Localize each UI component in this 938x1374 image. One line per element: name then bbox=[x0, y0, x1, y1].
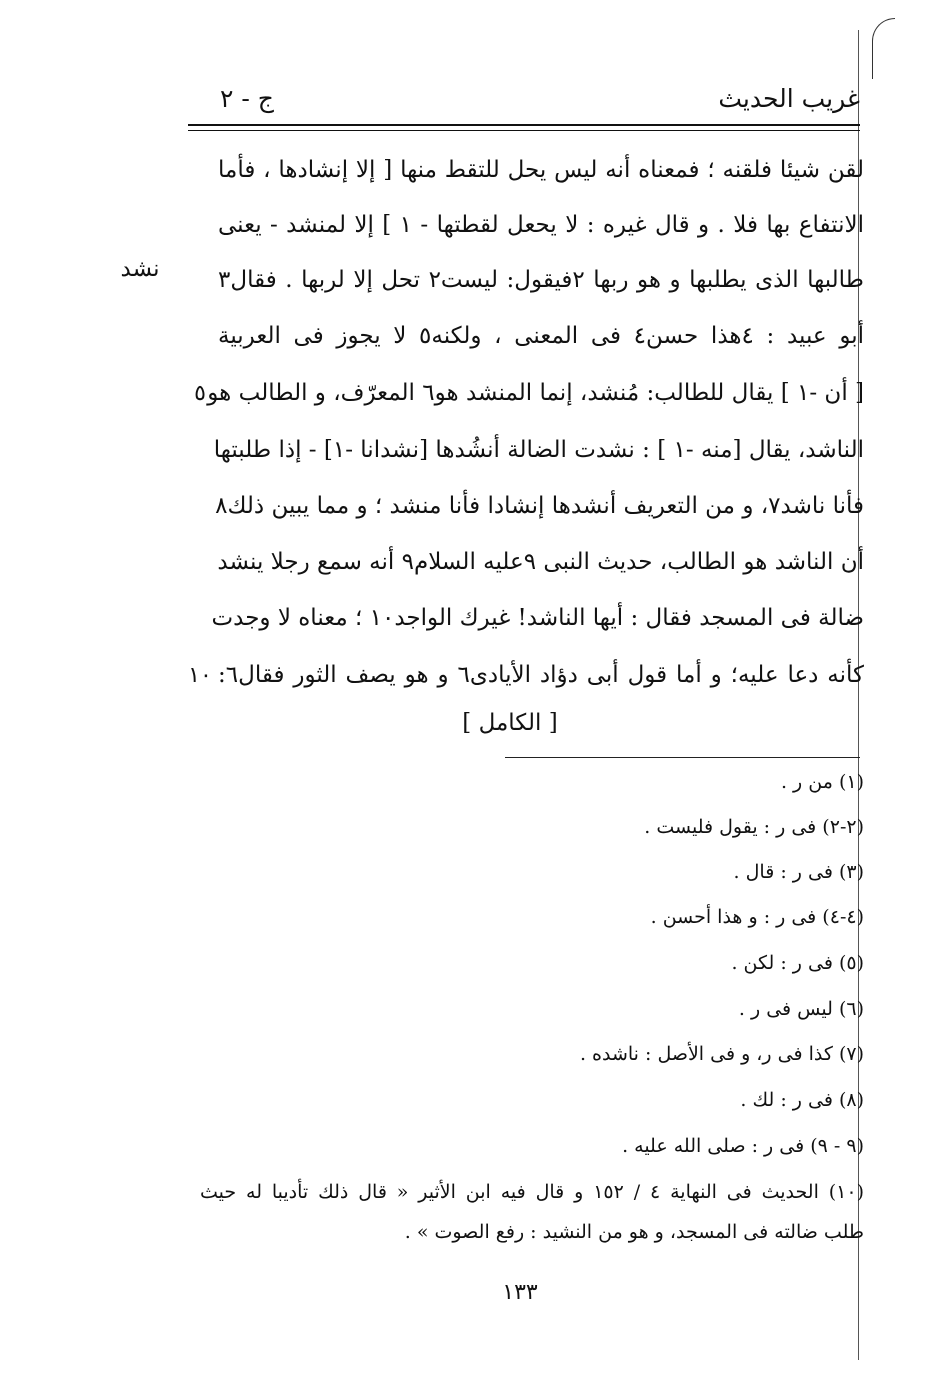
body-line: كأنه دعا عليه؛ و أما قول أبى دؤاد الأيادى٦ و هو يصف الثور فقال٦: bbox=[218, 662, 864, 688]
footnote: (١٠) الحديث فى النهاية ٤ / ١٥٢ و قال فيه ابن الأثير « قال ذلك تأديبا له حيث bbox=[200, 1181, 864, 1203]
page-curl bbox=[872, 18, 895, 79]
volume-number: ج - ٢ bbox=[220, 84, 274, 113]
header-rule-thin bbox=[188, 130, 860, 131]
page-number: ١٣٣ bbox=[502, 1280, 538, 1305]
meter-label: [ الكامل ] bbox=[462, 710, 558, 736]
running-title: غريب الحديث bbox=[718, 84, 860, 113]
footnote-rule bbox=[505, 757, 860, 758]
header-rule-thick bbox=[188, 124, 860, 126]
margin-keyword: نشد bbox=[120, 256, 160, 282]
body-line: أن الناشد هو الطالب، حديث النبى ٩عليه السلام٩ أنه سمع رجلا ينشد bbox=[217, 549, 864, 575]
body-line: فأنا ناشد٧، و من التعريف أنشدها إنشادا فأنا منشد ؛ و مما يبين ذلك٨ bbox=[215, 493, 864, 519]
line-number: ١٠ bbox=[188, 663, 212, 688]
body-line: أبو عبيد : ٤هذا حسن٤ فى المعنى ، ولكنه٥ لا يجوز فى العربية bbox=[218, 323, 864, 349]
body-line: [ أن -١ ] يقال للطالب: مُنشد، إنما المنشد هو٦ المعرّف، و الطالب هو bbox=[207, 380, 864, 406]
footnote-continuation: طلب ضالته فى المسجد، و هو من النشيد : رفع الصوت » . bbox=[404, 1221, 864, 1243]
footnote: (٦) ليس فى ر . bbox=[738, 998, 864, 1020]
footnote: (٤-٤) فى ر : و هذا أحسن . bbox=[650, 906, 864, 928]
body-line: الناشد، يقال [منه -١ ] : نشدت الضالة أنشُدها [نشدانا -١] - إذا طلبتها bbox=[213, 437, 864, 463]
footnote: (٥) فى ر : لكن . bbox=[731, 952, 864, 974]
body-line: طالبها الذى يطلبها و هو ربها ٢فيقول: ليست٢ تحل إلا لربها . فقال٣ bbox=[218, 267, 864, 293]
footnote: (١) من ر . bbox=[780, 771, 864, 793]
body-line: الانتفاع بها فلا . و قال غيره : لا يحعل لقطتها - ١ ] إلا لمنشد - يعنى bbox=[218, 212, 864, 238]
footnote: (٩ - ٩) فى ر : صلى الله عليه . bbox=[622, 1135, 864, 1157]
footnote: (٨) فى ر : لك . bbox=[740, 1089, 864, 1111]
line-number: ٥ bbox=[194, 381, 206, 406]
footnote: (٧) كذا فى ر، و فى الأصل : ناشده . bbox=[579, 1043, 864, 1065]
footnote: (٣) فى ر : قال . bbox=[733, 861, 864, 883]
body-line: ضالة فى المسجد فقال : أيها الناشد! غيرك الواجد١٠ ؛ معناه لا وجدت bbox=[211, 605, 864, 631]
footnote: (٢-٢) فى ر : يقول فليست . bbox=[644, 816, 864, 838]
body-line: لقن شيئا فلقنه ؛ فمعناه أنه ليس يحل للتقط منها [ إلا إنشادها ، فأما bbox=[218, 157, 864, 183]
